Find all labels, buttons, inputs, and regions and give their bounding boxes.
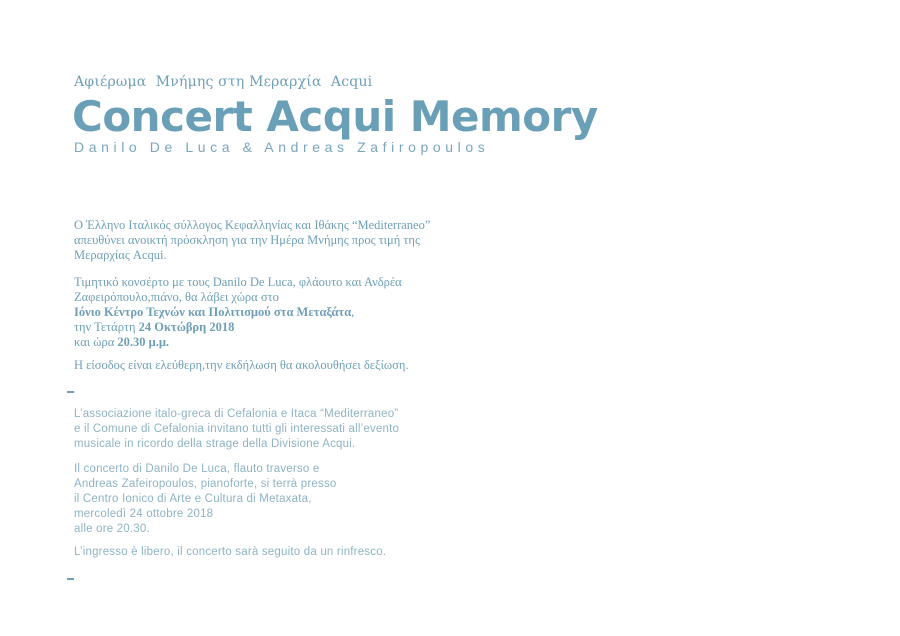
greek-intro-paragraph bbox=[74, 218, 494, 263]
italian-intro-paragraph bbox=[74, 407, 494, 452]
greek-date: 24 Οκτώβρη 2018 bbox=[138, 320, 235, 334]
italian-closing-line: L’ingresso è libero, il concerto sarà seguito da un rinfresco. bbox=[74, 546, 387, 558]
dedication-kicker: Αφιέρωμα Μνήμης στη Μεραρχία Acqui bbox=[74, 74, 373, 90]
greek-date-line bbox=[74, 320, 494, 335]
page-title: Concert Acqui Memory bbox=[72, 92, 598, 141]
greek-date-prefix: την Τετάρτη bbox=[74, 320, 139, 334]
italian-closing-paragraph bbox=[74, 545, 494, 560]
greek-venue-comma: , bbox=[351, 305, 355, 319]
greek-intro-line: Μεραρχίας Acqui. bbox=[74, 248, 167, 262]
italian-intro-line: L’associazione italo-greca di Cefalonia e Itaca “Mediterraneo” bbox=[74, 408, 399, 420]
italian-concert-line: Il concerto di Danilo De Luca, flauto traverso e bbox=[74, 463, 320, 475]
section-separator-dash bbox=[67, 578, 74, 580]
greek-time-line bbox=[74, 335, 494, 350]
greek-concert-paragraph bbox=[74, 275, 494, 350]
greek-venue-line bbox=[74, 305, 494, 320]
italian-concert-paragraph bbox=[74, 462, 494, 537]
greek-time-prefix: και ώρα bbox=[74, 335, 118, 349]
italian-concert-line: alle ore 20.30. bbox=[74, 523, 150, 535]
italian-concert-line: il Centro Ionico di Arte e Cultura di Metaxata, bbox=[74, 493, 312, 505]
greek-intro-line: απευθύνει ανοικτή πρόσκληση για την Ημέρα Μνήμης προς τιμή της bbox=[74, 233, 420, 247]
greek-time: 20.30 μ.μ. bbox=[117, 335, 170, 349]
italian-concert-line: mercoledì 24 ottobre 2018 bbox=[74, 508, 214, 520]
performers-subtitle: Danilo De Luca & Andreas Zafiropoulos bbox=[74, 139, 490, 155]
section-separator-dash bbox=[67, 391, 74, 393]
greek-concert-line: Ζαφειρόπουλο,πιάνο, θα λάβει χώρα στο bbox=[74, 290, 279, 304]
italian-intro-line: e il Comune di Cefalonia invitano tutti gli interessati all’evento bbox=[74, 423, 400, 435]
greek-concert-line: Τιμητικό κονσέρτο με τους Danilo De Luca, φλάουτο και Ανδρέα bbox=[74, 275, 402, 289]
greek-venue: Ιόνιο Κέντρο Τεχνών και Πολιτισμού στα Μεταξάτα bbox=[74, 305, 352, 319]
greek-closing-paragraph bbox=[74, 358, 494, 373]
italian-concert-line: Andreas Zafeiropoulos, pianoforte, si terrà presso bbox=[74, 478, 337, 490]
italian-intro-line: musicale in ricordo della strage della Divisione Acqui. bbox=[74, 438, 356, 450]
greek-closing-line: Η είσοδος είναι ελεύθερη,την εκδήλωση θα ακολουθήσει δεξίωση. bbox=[74, 358, 409, 372]
greek-intro-line: Ο Έλληνο Ιταλικός σύλλογος Κεφαλληνίας και Ιθάκης “Mediterraneo” bbox=[74, 218, 431, 232]
